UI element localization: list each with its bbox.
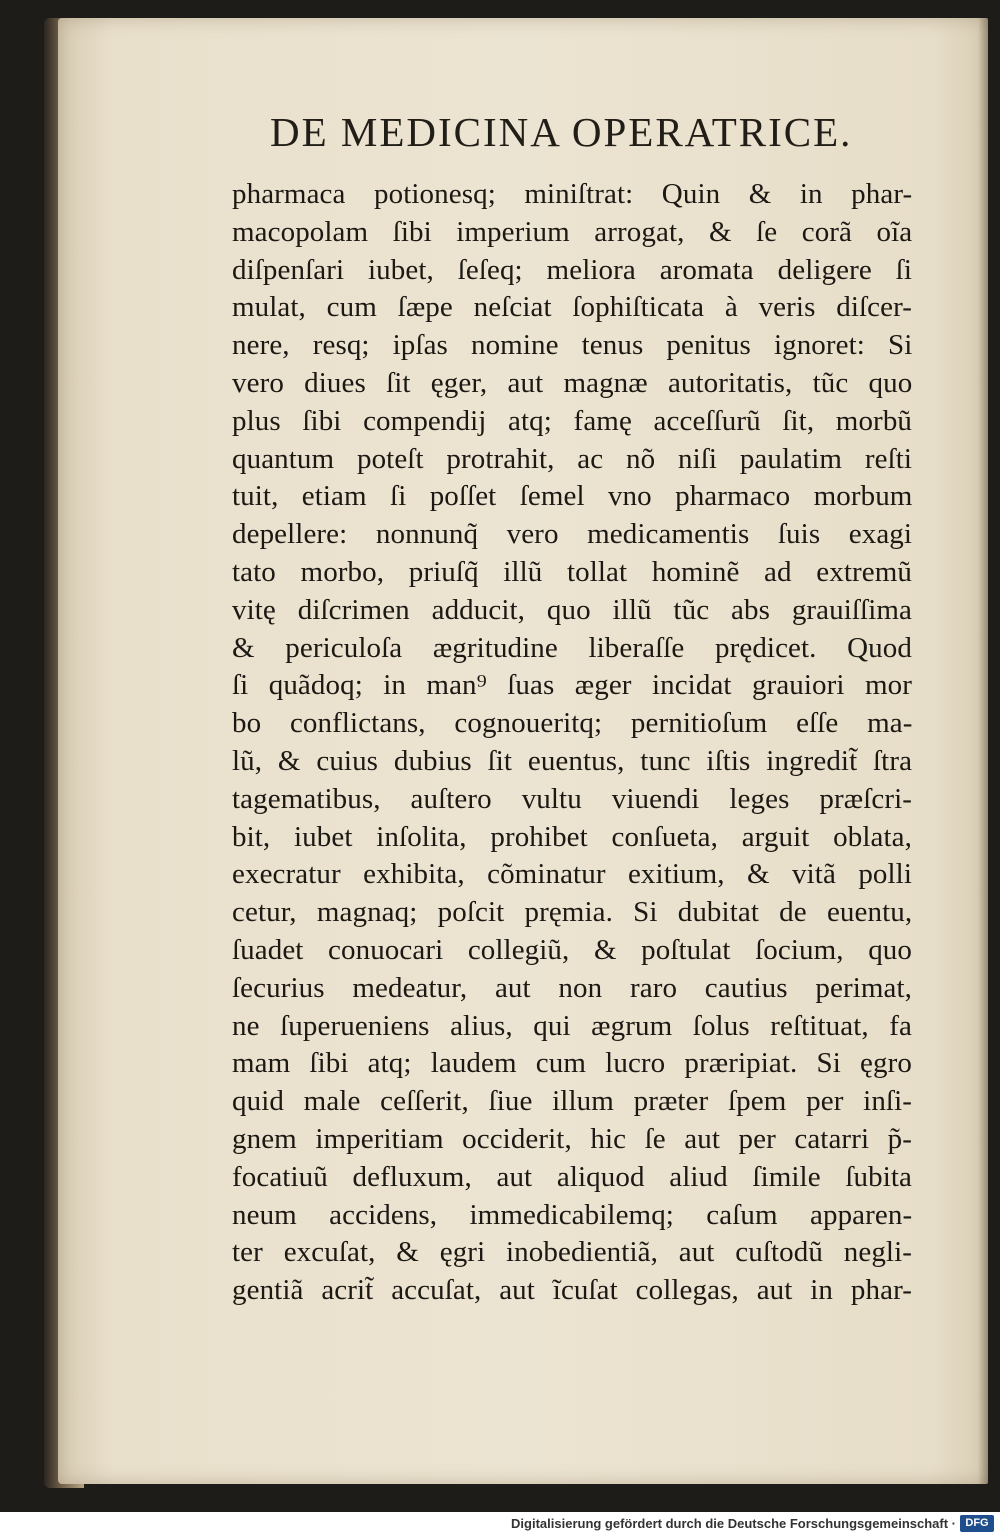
text-line: pharmaca potionesq; miniſtrat: Quin & in phar-	[232, 178, 913, 210]
text-line: execratur exhibita, cõminatur exitium, & vitã polli	[232, 858, 912, 891]
text-line: & periculoſa ægritudine liberaſſe prędicet. Quod	[232, 631, 912, 664]
running-head: DE MEDICINA OPERATRICE.	[270, 109, 853, 155]
text-line: ſi quãdoq; in man⁹ ſuas æger incidat grauiori mor	[232, 669, 912, 702]
text-line: nere, resq; ipſas nomine tenus penitus ignoret: Si	[232, 329, 913, 362]
funding-credit: Digitalisierung gefördert durch die Deutsche Forschungsgemeinschaft ·	[511, 1516, 956, 1531]
text-line: ſecurius medeatur, aut non raro cautius perimat,	[232, 971, 912, 1004]
page-gutter-shadow	[978, 18, 988, 1484]
text-line: ter excuſat, & ęgri inobedientiã, aut cuſtodũ negli-	[232, 1236, 912, 1269]
text-line: ſuadet conuocari collegiũ, & poſtulat ſocium, quo	[232, 933, 912, 966]
text-line: macopolam ſibi imperium arrogat, & ſe corã oĩa	[232, 215, 913, 248]
text-line: gentiã acrit̃ accuſat, aut ĩcuſat collegas, aut in phar-	[232, 1274, 912, 1307]
text-line: bit, iubet inſolita, prohibet conſueta, arguit oblata,	[232, 820, 912, 853]
text-line: quid male ceſſerit, ſiue illum præter ſpem per inſi-	[232, 1085, 913, 1118]
text-line: diſpenſari iubet, ſeſeq; meliora aromata deligere ſi	[232, 253, 912, 286]
body-text	[232, 176, 912, 1310]
text-line: neum accidens, immedicabilemq; caſum apparen-	[232, 1198, 913, 1231]
text-line: ne ſuperueniens alius, qui ægrum ſolus reſtituat, fa	[232, 1009, 912, 1042]
text-line: gnem imperitiam occiderit, hic ſe aut per catarri p̃-	[232, 1122, 912, 1155]
text-line: mulat, cum ſæpe neſciat ſophiſticata à veris diſcer-	[232, 291, 913, 324]
text-line: quantum poteſt protrahit, ac nõ niſi paulatim reſti	[232, 442, 913, 475]
text-line: tuit, etiam ſi poſſet ſemel vno pharmaco morbum	[232, 480, 913, 513]
text-line: vitę diſcrimen adducit, quo illũ tũc abs grauiſſima	[232, 593, 912, 626]
text-line: bo conflictans, cognoueritq; pernitioſum eſſe ma-	[232, 707, 913, 740]
text-line: focatiuũ defluxum, aut aliquod aliud ſimile ſubita	[232, 1160, 913, 1193]
digitization-footer	[0, 1512, 1000, 1536]
text-line: cetur, magnaq; poſcit pręmia. Si dubitat de euentu,	[232, 896, 913, 929]
text-line: vero diues ſit ęger, aut magnæ autoritatis, tũc quo	[232, 366, 913, 399]
text-line: tagematibus, auſtero vultu viuendi leges præſcri-	[232, 782, 913, 815]
text-line: mam ſibi atq; laudem cum lucro præripiat. Si ęgro	[232, 1047, 912, 1080]
text-line: lũ, & cuius dubius ſit euentus, tunc iſtis ingredit̃ ſtra	[232, 744, 913, 777]
text-line: plus ſibi compendij atq; famę acceſſurũ ſit, morbũ	[232, 404, 913, 437]
dfg-logo-icon: DFG	[960, 1515, 994, 1532]
text-line: depellere: nonnunq̃ vero medicamentis ſuis exagi	[232, 518, 913, 551]
text-line: tato morbo, priuſq̃ illũ tollat hominẽ ad extremũ	[232, 555, 912, 588]
